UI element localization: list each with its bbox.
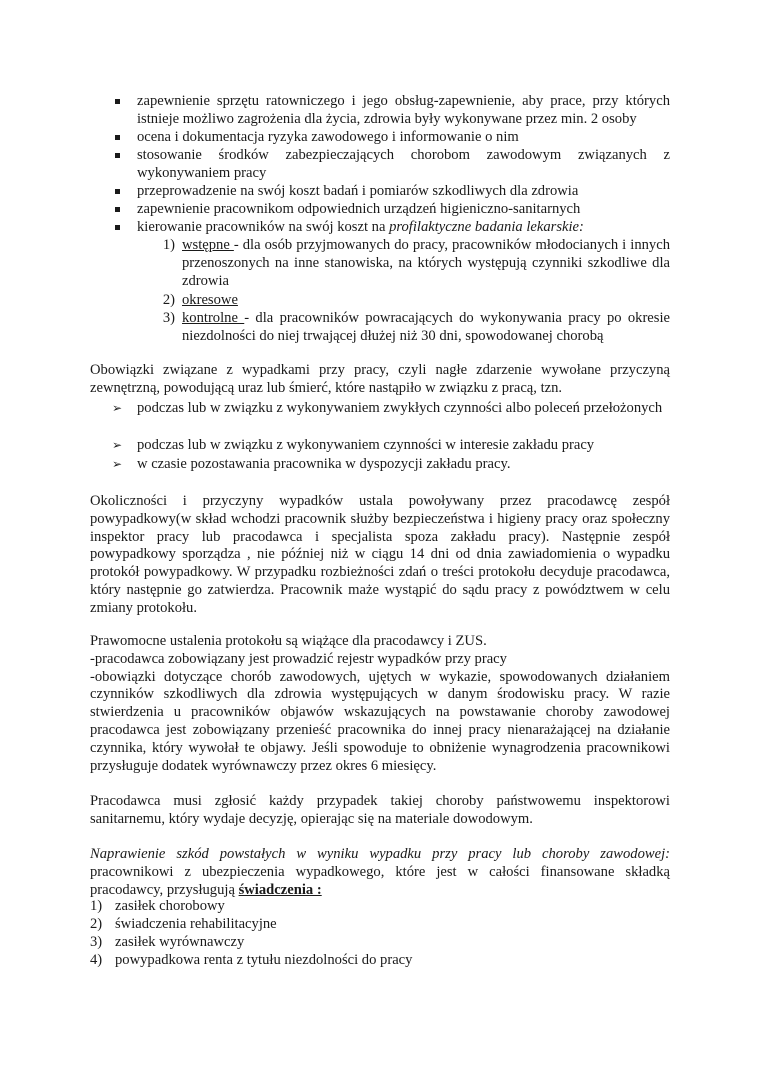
accident-team-paragraph: Okoliczności i przyczyny wypadków ustala powoływany przez pracodawcę zespół powypadkowy(w skład wchodzi pracownik służby bezpieczeństwa i higieny pracy oraz społeczny inspektor pracy lub pracodawca i specjalista spoza zakładu pracy). Następnie zespół powypadkowy sporządza , nie później niż w ciągu 14 dni od dnia zawiadomienia o wypadku protokół powypadkowy. W przypadku rozbieżności zdań o treści protokołu decyduje pracodawca, który następnie go zatwierdza. Pracownik maże wystąpić do sądu pracy z powództwem w celu zmiany protokołu. <box>90 493 670 616</box>
sublist-text: - dla osób przyjmowanych do pracy, pracowników młodocianych i innych przenoszonych na inne stanowiska, na których występują czynniki szkodliwe dla zdrowia <box>182 237 670 289</box>
bullet-square-icon <box>115 225 120 230</box>
benefits-label: świadczenia : <box>238 881 322 898</box>
list-item <box>90 456 670 474</box>
list-number: 4) <box>90 952 103 968</box>
compensation-text: pracownikowi z ubezpieczenia wypadkowego, które jest w całości finansowane składką pracodawcy, przysługują <box>90 863 670 898</box>
list-item-text: ocena i dokumentacja ryzyka zawodowego i informowanie o nim <box>137 129 519 145</box>
list-item-text: podczas lub w związku z wykonywaniem zwykłych czynności albo poleceń przełożonych <box>137 400 663 416</box>
sublist-number: 3) <box>162 310 175 326</box>
register-line: -pracodawca zobowiązany jest prowadzić rejestr wypadków przy pracy <box>90 650 507 667</box>
list-item <box>90 916 670 934</box>
list-item <box>90 934 670 952</box>
sublist-text: - dla pracowników powracających do wykonywania pracy po okresie niezdolności do niej trwającej dłużej niż 30 dni, spowodowanej chorobą <box>182 310 670 344</box>
list-item <box>90 400 670 418</box>
sublist-number: 1) <box>162 237 175 253</box>
sublist-item <box>157 292 670 310</box>
sublist-term: kontrolne <box>182 310 245 326</box>
list-item <box>90 129 670 147</box>
sublist-term: wstępne <box>182 237 234 253</box>
arrow-bullet-icon: ➢ <box>112 401 123 415</box>
sublist-item <box>157 237 670 290</box>
list-item-text: zasiłek chorobowy <box>115 898 225 914</box>
protocol-line: Prawomocne ustalenia protokołu są wiążące dla pracodawcy i ZUS. <box>90 633 487 649</box>
list-item-text: stosowanie środków zabezpieczających chorobom zawodowym związanych z wykonywaniem pracy <box>137 147 670 181</box>
accidents-paragraph: Obowiązki związane z wypadkami przy pracy, czyli nagłe zdarzenie wywołane przyczyną zewnętrzną, powodującą uraz lub śmierć, które nastąpiło w związku z pracą, tzn. <box>90 362 670 396</box>
list-item-text: zapewnienie pracownikom odpowiednich urządzeń higieniczno-sanitarnych <box>137 201 581 217</box>
list-item <box>90 93 670 129</box>
list-item <box>90 219 670 237</box>
list-number: 3) <box>90 934 103 950</box>
list-item <box>90 952 670 970</box>
compensation-paragraph <box>90 846 670 899</box>
bullet-square-icon <box>115 135 120 140</box>
list-item-text: podczas lub w związku z wykonywaniem czynności w interesie zakładu pracy <box>137 437 595 453</box>
arrow-bullet-icon: ➢ <box>112 438 123 452</box>
list-item-text: świadczenia rehabilitacyjne <box>115 916 277 932</box>
list-item-text: zasiłek wyrównawczy <box>115 934 245 950</box>
bullet-square-icon <box>115 207 120 212</box>
list-item-text: w czasie pozostawania pracownika w dyspozycji zakładu pracy. <box>137 456 511 472</box>
bullet-square-icon <box>115 189 120 194</box>
sublist-term: okresowe <box>182 292 238 308</box>
sublist-number: 2) <box>162 292 175 308</box>
occupational-disease-text: -obowiązki dotyczące chorób zawodowych, ujętych w wykazie, spowodowanych działaniem czynników szkodliwych dla zdrowia występujących w danym środowisku pracy. W razie stwierdzenia u pracowników objawów wskazujących na powstawanie choroby zawodowej pracodawca jest zobowiązany przenieść pracownika do innej pracy nienarażającej na działanie czynnika, który wywołał te objawy. Jeśli spowoduje to obniżenie wynagrodzenia pracownikowi przysługuje dodatek wyrównawczy przez okres 6 miesięcy. <box>90 668 670 774</box>
list-item-text: zapewnienie sprzętu ratowniczego i jego obsług-zapewnienie, aby prace, przy których istnieje możliwo zagrożenia dla życia, zdrowia były wykonywane przez min. 2 osoby <box>137 93 670 127</box>
reporting-paragraph: Pracodawca musi zgłosić każdy przypadek takiej choroby państwowemu inspektorowi sanitarnemu, który wydaje decyzję, opierając się na materiale dowodowym. <box>90 793 670 827</box>
sublist-item <box>157 310 670 346</box>
protocol-paragraph <box>90 633 670 775</box>
list-item-italic-text: profilaktyczne badania lekarskie: <box>389 219 584 235</box>
compensation-heading: Naprawienie szkód powstałych w wyniku wypadku przy pracy lub choroby zawodowej: <box>90 846 670 862</box>
list-item-text: przeprowadzenie na swój koszt badań i pomiarów szkodliwych dla zdrowia <box>137 183 579 199</box>
list-item <box>90 147 670 183</box>
list-item <box>90 183 670 201</box>
list-number: 1) <box>90 898 103 914</box>
bullet-square-icon <box>115 153 120 158</box>
list-item-text: kierowanie pracowników na swój koszt na <box>137 219 390 235</box>
bullet-square-icon <box>115 99 120 104</box>
list-item <box>90 201 670 219</box>
list-item <box>90 898 670 916</box>
list-item-text: powypadkowa renta z tytułu niezdolności do pracy <box>115 952 413 968</box>
list-item <box>90 437 670 455</box>
arrow-bullet-icon: ➢ <box>112 457 123 471</box>
list-number: 2) <box>90 916 103 932</box>
